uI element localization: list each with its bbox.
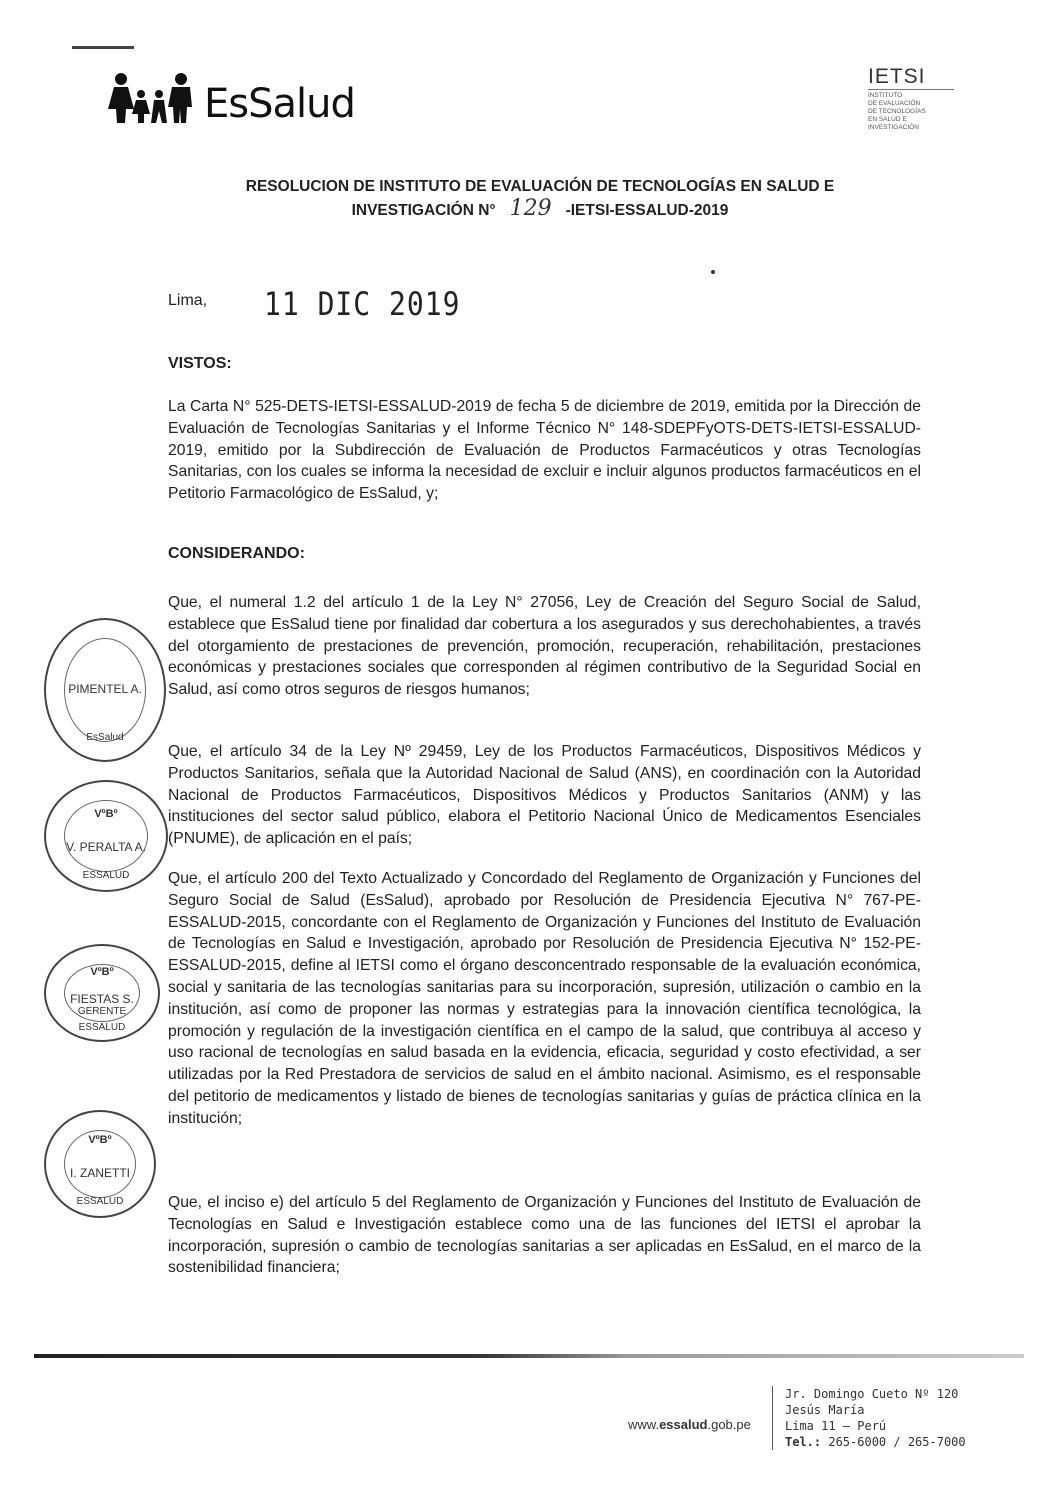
date-stamp: 11 DIC 2019 — [264, 285, 461, 323]
footer-rule — [34, 1354, 1024, 1358]
title-line-2: INVESTIGACIÓN N° 129 -IETSI-ESSALUD-2019 — [351, 196, 729, 221]
ietsi-logo — [868, 66, 954, 132]
ietsi-title: IETSI — [868, 66, 954, 90]
resolution-title — [160, 176, 920, 222]
title-line-1: RESOLUCION DE INSTITUTO DE EVALUACIÓN DE TECNOLOGÍAS EN SALUD E — [245, 178, 835, 195]
considerando-paragraph-1: Que, el numeral 1.2 del artículo 1 de la Ley N° 27056, Ley de Creación del Seguro Social de Salud, establece que EsSalud tiene por finalidad dar cobertura a los asegurados y sus derechohabientes, a través del otorgamiento de prestaciones de prevención, promoción, recuperación, rehabilitación, prestaciones económicas y prestaciones sociales que corresponden al régimen contributivo de la Seguridad Social en Salud, así como otros seguros de riesgos humanos; — [168, 594, 921, 699]
stamp-peralta: VºBº V. PERALTA A. ESSALUD — [44, 780, 168, 892]
footer-address: Jr. Domingo Cueto Nº 120 Jesús María Lima 11 – Perú Tel.: 265-6000 / 265-7000 — [772, 1386, 966, 1450]
vistos-paragraph: La Carta N° 525-DETS-IETSI-ESSALUD-2019 de fecha 5 de diciembre de 2019, emitida por la Dirección de Evaluación de Tecnologías Sanitarias y el Informe Técnico N° 148-SDEPFyOTS-DETS-IETSI-ESSALUD-2019, emitido por la Subdirección de Evaluación de Productos Farmacéuticos y otras Tecnologías Sanitarias, con los cuales se informa la necesidad de excluir e incluir algunos productos farmacéuticos en el Petitorio Farmacológico de EsSalud, y; — [168, 398, 921, 503]
considerando-paragraph-2: Que, el artículo 34 de la Ley Nº 29459, Ley de los Productos Farmacéuticos, Dispositivos Médicos y Productos Sanitarios, señala que la Autoridad Nacional de Salud (ANS), en coordinación con la Autoridad Nacional de Productos Farmacéuticos, Dispositivos Médicos y Productos Sanitarios (ANM) y las instituciones del sector salud público, elabora el Petitorio Nacional Único de Medicamentos Esenciales (PNUME), de aplicación en el país; — [168, 743, 921, 848]
essalud-logo — [108, 72, 355, 127]
family-logo-icon — [108, 72, 200, 124]
vistos-heading: VISTOS: — [168, 355, 232, 372]
stamp-zanetti: VºBº I. ZANETTI ESSALUD — [44, 1110, 156, 1218]
stamp-pimentel: PIMENTEL A. EsSalud — [44, 618, 166, 762]
website-link[interactable]: www.essalud.gob.pe — [628, 1417, 751, 1432]
handwritten-number: 129 — [509, 196, 552, 221]
ietsi-subtitle: INSTITUTO DE EVALUACIÓN DE TECNOLOGÍAS EN SALUD E INVESTIGACIÓN — [868, 92, 926, 131]
footer-phone: Tel.: 265-6000 / 265-7000 — [785, 1435, 966, 1449]
considerando-paragraph-3: Que, el artículo 200 del Texto Actualizado y Concordado del Reglamento de Organización y Funciones del Seguro Social de Salud (EsSalud), aprobado por Resolución de Presidencia Ejecutiva N° 767-PE-ESSALUD-2015, concordante con el Reglamento de Organización y Funciones del Instituto de Evaluación de Tecnologías en Salud e Investigación, aprobado por Resolución de Presidencia Ejecutiva N° 152-PE-ESSALUD-2015, define al IETSI como el órgano desconcentrado responsable de la evaluación económica, social y sanitaria de las tecnologías sanitarias para su incorporación, supresión, utilización o cambio en la institución, así como de proponer las normas y estrategias para la innovación científica tecnológica, la promoción y regulación de la investigación científica en el campo de la salud, que contribuya al acceso y uso racional de tecnologías en salud basada en la evidencia, eficacia, seguridad y costo efectividad, a ser utilizadas por la Red Prestadora de servicios de salud en el ámbito nacional. Asimismo, es el responsable del petitorio de medicamentos y listado de bienes de tecnologías sanitarias y guías de práctica clínica en la institución; — [168, 870, 921, 1127]
logo-text: EsSalud — [204, 81, 355, 127]
city-label: Lima, — [168, 292, 208, 309]
considerando-paragraph-4: Que, el inciso e) del artículo 5 del Reglamento de Organización y Funciones del Instituto de Evaluación de Tecnologías en Salud e Investigación establece como una de las funciones del IETSI el aprobar la incorporación, supresión o cambio de tecnologías sanitarias a ser aplicadas en EsSalud, en el marco de la sostenibilidad financiera; — [168, 1194, 921, 1277]
considerando-heading: CONSIDERANDO: — [168, 545, 305, 562]
stamp-fiestas: VºBº FIESTAS S. GERENTE ESSALUD — [44, 944, 160, 1042]
top-rule — [72, 46, 134, 49]
ink-dot — [711, 270, 715, 274]
